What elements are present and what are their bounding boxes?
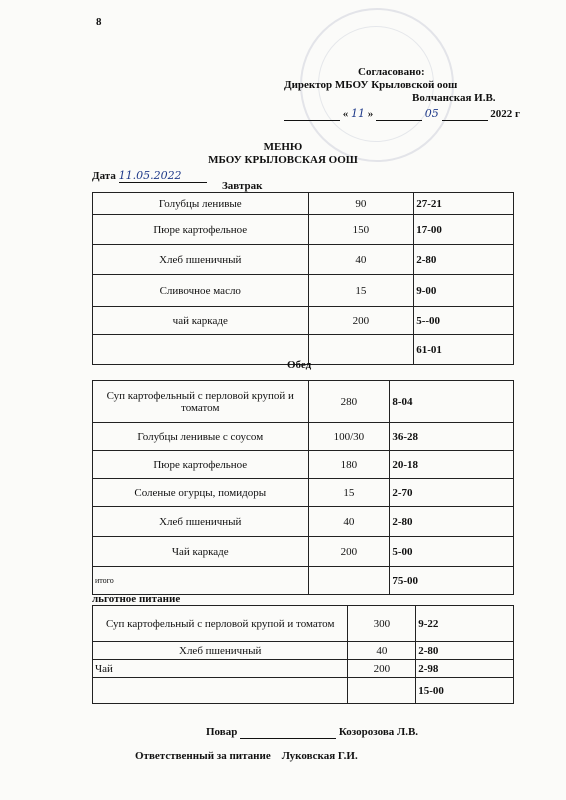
dish-name: [93, 678, 348, 704]
dish-price: 17-00: [414, 215, 514, 245]
dish-price: 9-00: [414, 275, 514, 307]
page-number: 8: [96, 16, 102, 28]
approval-date-year: 2022 г: [490, 108, 520, 120]
dish-name: [93, 335, 309, 365]
table-row: [93, 479, 514, 507]
dish-name: Хлеб пшеничный: [93, 642, 348, 660]
dish-weight: 200: [308, 537, 390, 567]
dish-name: Соленые огурцы, помидоры: [93, 479, 309, 507]
section-breakfast: Завтрак: [222, 180, 263, 192]
dish-weight: 90: [308, 193, 414, 215]
menu-date-label: Дата: [92, 170, 116, 182]
dish-name: Хлеб пшеничный: [93, 507, 309, 537]
dish-price: 9-22: [416, 606, 514, 642]
table-row: [93, 660, 514, 678]
menu-date: [92, 169, 207, 183]
table-row: [93, 193, 514, 215]
table-row: [93, 307, 514, 335]
total-price: 61-01: [414, 335, 514, 365]
table-row-total: [93, 567, 514, 595]
dish-weight: 15: [308, 479, 390, 507]
dish-name: Суп картофельный с перловой крупой и томатом: [93, 606, 348, 642]
approval-title: Согласовано:: [358, 66, 425, 78]
dish-name: Пюре картофельное: [93, 215, 309, 245]
approval-date-day: 11: [351, 107, 365, 120]
total-price: 15-00: [416, 678, 514, 704]
approval-director-name: Волчанская И.В.: [412, 92, 496, 104]
dish-name: Голубцы ленивые: [93, 193, 309, 215]
dish-price: 36-28: [390, 423, 514, 451]
table-row: [93, 245, 514, 275]
dish-weight: [348, 678, 416, 704]
section-lunch: Обед: [287, 359, 312, 371]
approval-date-close-quote: »: [367, 108, 374, 120]
approval-director: Директор МБОУ Крыловской оош: [284, 79, 458, 91]
dish-price: 2-80: [416, 642, 514, 660]
cook-label: Повар: [206, 726, 238, 738]
table-row: [93, 642, 514, 660]
menu-date-value: 11.05.2022: [118, 169, 182, 182]
dish-weight: 40: [308, 507, 390, 537]
dish-weight: 300: [348, 606, 416, 642]
dish-weight: 40: [308, 245, 414, 275]
dish-weight: 15: [308, 275, 414, 307]
dish-weight: 180: [308, 451, 390, 479]
table-row: [93, 537, 514, 567]
dish-name: Чай: [93, 660, 348, 678]
table-row: [93, 423, 514, 451]
dish-weight: 200: [308, 307, 414, 335]
dish-name: Пюре картофельное: [93, 451, 309, 479]
table-row-total: [93, 678, 514, 704]
table-row: [93, 275, 514, 307]
menu-title: МЕНЮ: [263, 141, 303, 153]
cook-signature-line: [206, 726, 418, 739]
dish-price: 5-00: [390, 537, 514, 567]
approval-signature-line: [376, 108, 422, 121]
approval-month-line: [442, 108, 488, 121]
table-row: [93, 215, 514, 245]
dish-price: 2-80: [414, 245, 514, 275]
school-title: МБОУ КРЫЛОВСКАЯ ООШ: [208, 154, 358, 166]
table-row: [93, 381, 514, 423]
approval-date-open-quote: «: [342, 108, 349, 120]
cook-signature-blank: [240, 726, 336, 739]
dish-price: 2-80: [390, 507, 514, 537]
dish-price: 27-21: [414, 193, 514, 215]
responsible-label: Ответственный за питание: [135, 750, 271, 762]
dish-price: 8-04: [390, 381, 514, 423]
dish-weight: 150: [308, 215, 414, 245]
table-row: [93, 507, 514, 537]
lunch-table: [92, 380, 514, 595]
benefit-table: [92, 605, 514, 704]
dish-name: чай каркаде: [93, 307, 309, 335]
dish-name: Хлеб пшеничный: [93, 245, 309, 275]
total-price: 75-00: [390, 567, 514, 595]
dish-weight: 200: [348, 660, 416, 678]
dish-weight: [308, 567, 390, 595]
dish-weight: [308, 335, 414, 365]
responsible-name: Луковская Г.И.: [281, 750, 358, 762]
section-benefit: льготное питание: [92, 593, 181, 605]
dish-name: Чай каркаде: [93, 537, 309, 567]
dish-name: Голубцы ленивые с соусом: [93, 423, 309, 451]
cook-name: Козорозова Л.В.: [338, 726, 419, 738]
dish-price: 2-70: [390, 479, 514, 507]
dish-name: Сливочное масло: [93, 275, 309, 307]
dish-weight: 280: [308, 381, 390, 423]
dish-price: 2-98: [416, 660, 514, 678]
total-label: итого: [93, 567, 309, 595]
dish-weight: 100/30: [308, 423, 390, 451]
approval-date-blank: [284, 108, 340, 121]
table-row: [93, 451, 514, 479]
menu-date-line: [119, 169, 207, 183]
dish-price: 5--00: [414, 307, 514, 335]
approval-date: [284, 107, 520, 121]
breakfast-table: [92, 192, 514, 365]
dish-price: 20-18: [390, 451, 514, 479]
approval-date-month: 05: [424, 107, 439, 120]
table-row: [93, 606, 514, 642]
responsible-line: [135, 750, 358, 762]
dish-weight: 40: [348, 642, 416, 660]
dish-name: Суп картофельный с перловой крупой и томатом: [93, 381, 309, 423]
